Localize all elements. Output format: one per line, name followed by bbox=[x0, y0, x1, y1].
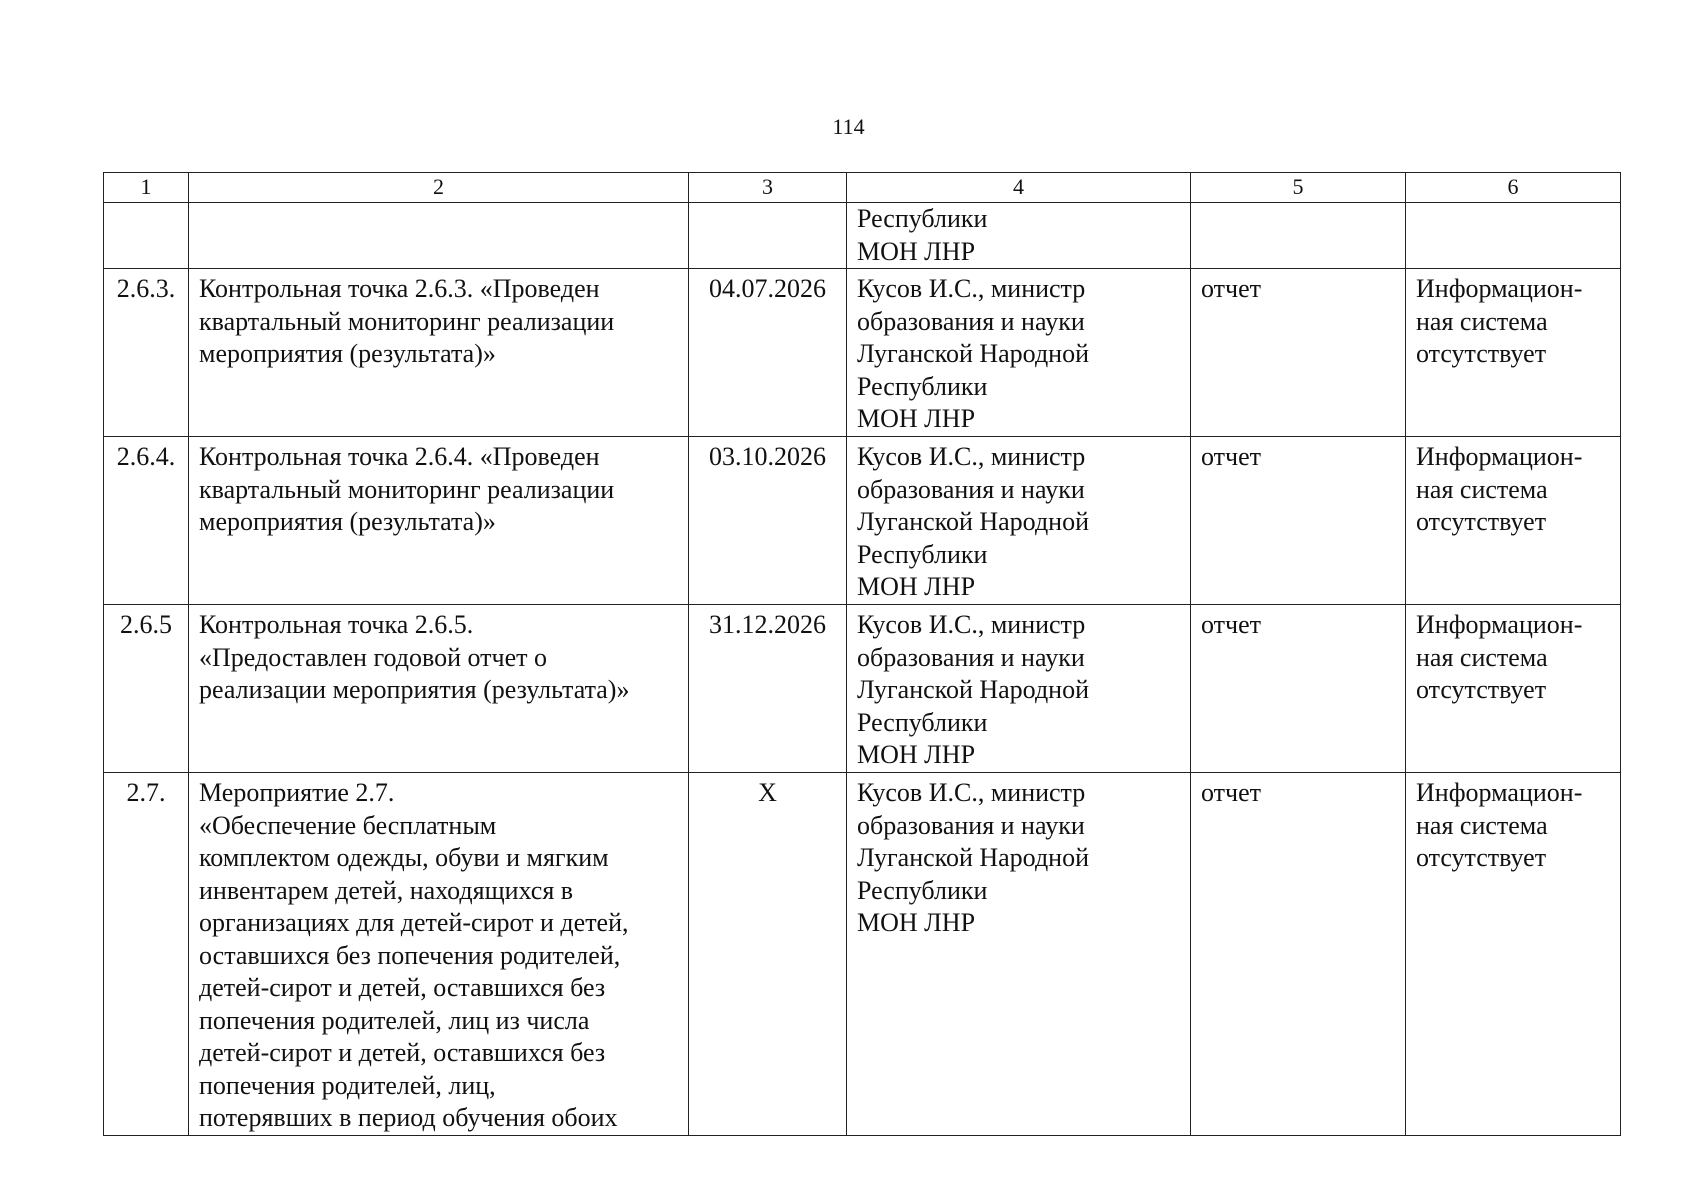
row-number bbox=[104, 203, 189, 269]
column-header: 3 bbox=[689, 173, 847, 203]
column-header: 4 bbox=[847, 173, 1191, 203]
row-information-system: Информацион- ная система отсутствует bbox=[1406, 773, 1621, 1136]
row-number: 2.6.3. bbox=[104, 269, 189, 437]
row-responsible: Кусов И.С., министр образования и науки Луганской Народной Республики МОН ЛНР bbox=[847, 773, 1191, 1136]
table-row bbox=[104, 605, 1621, 773]
row-title: Мероприятие 2.7. «Обеспечение бесплатным комплектом одежды, обуви и мягким инвентарем детей, находящихся в организациях для детей-сирот и детей, оставшихся без попечения родителей, детей-сирот и детей, оставшихся без попечения родителей, лиц из числа детей-сирот и детей, оставшихся без попечения родителей, лиц, потерявших в период обучения обоих bbox=[189, 773, 689, 1136]
row-document-type: отчет bbox=[1191, 605, 1406, 773]
row-responsible: Кусов И.С., министр образования и науки Луганской Народной Республики МОН ЛНР bbox=[847, 269, 1191, 437]
row-number: 2.6.5 bbox=[104, 605, 189, 773]
header-row bbox=[104, 173, 1621, 203]
row-title: Контрольная точка 2.6.3. «Проведен квартальный мониторинг реализации мероприятия (результата)» bbox=[189, 269, 689, 437]
column-header: 5 bbox=[1191, 173, 1406, 203]
row-responsible: Кусов И.С., министр образования и науки Луганской Народной Республики МОН ЛНР bbox=[847, 437, 1191, 605]
row-title: Контрольная точка 2.6.5. «Предоставлен годовой отчет о реализации мероприятия (результата)» bbox=[189, 605, 689, 773]
table-row bbox=[104, 203, 1621, 269]
row-title bbox=[189, 203, 689, 269]
row-information-system bbox=[1406, 203, 1621, 269]
row-document-type: отчет bbox=[1191, 269, 1406, 437]
row-information-system: Информацион- ная система отсутствует bbox=[1406, 437, 1621, 605]
row-document-type: отчет bbox=[1191, 437, 1406, 605]
table-row bbox=[104, 773, 1621, 1136]
row-date bbox=[689, 203, 847, 269]
row-date: 03.10.2026 bbox=[689, 437, 847, 605]
row-date: 04.07.2026 bbox=[689, 269, 847, 437]
row-responsible: Кусов И.С., министр образования и науки Луганской Народной Республики МОН ЛНР bbox=[847, 605, 1191, 773]
table-row bbox=[104, 269, 1621, 437]
page-number: 114 bbox=[832, 114, 865, 139]
row-date: X bbox=[689, 773, 847, 1136]
row-title: Контрольная точка 2.6.4. «Проведен квартальный мониторинг реализации мероприятия (результата)» bbox=[189, 437, 689, 605]
row-information-system: Информацион- ная система отсутствует bbox=[1406, 269, 1621, 437]
row-document-type bbox=[1191, 203, 1406, 269]
row-date: 31.12.2026 bbox=[689, 605, 847, 773]
plan-table bbox=[103, 172, 1621, 1136]
row-responsible: Республики МОН ЛНР bbox=[847, 203, 1191, 269]
column-header: 6 bbox=[1406, 173, 1621, 203]
row-information-system: Информацион- ная система отсутствует bbox=[1406, 605, 1621, 773]
row-document-type: отчет bbox=[1191, 773, 1406, 1136]
column-header: 1 bbox=[104, 173, 189, 203]
row-number: 2.7. bbox=[104, 773, 189, 1136]
column-header: 2 bbox=[189, 173, 689, 203]
row-number: 2.6.4. bbox=[104, 437, 189, 605]
table-row bbox=[104, 437, 1621, 605]
